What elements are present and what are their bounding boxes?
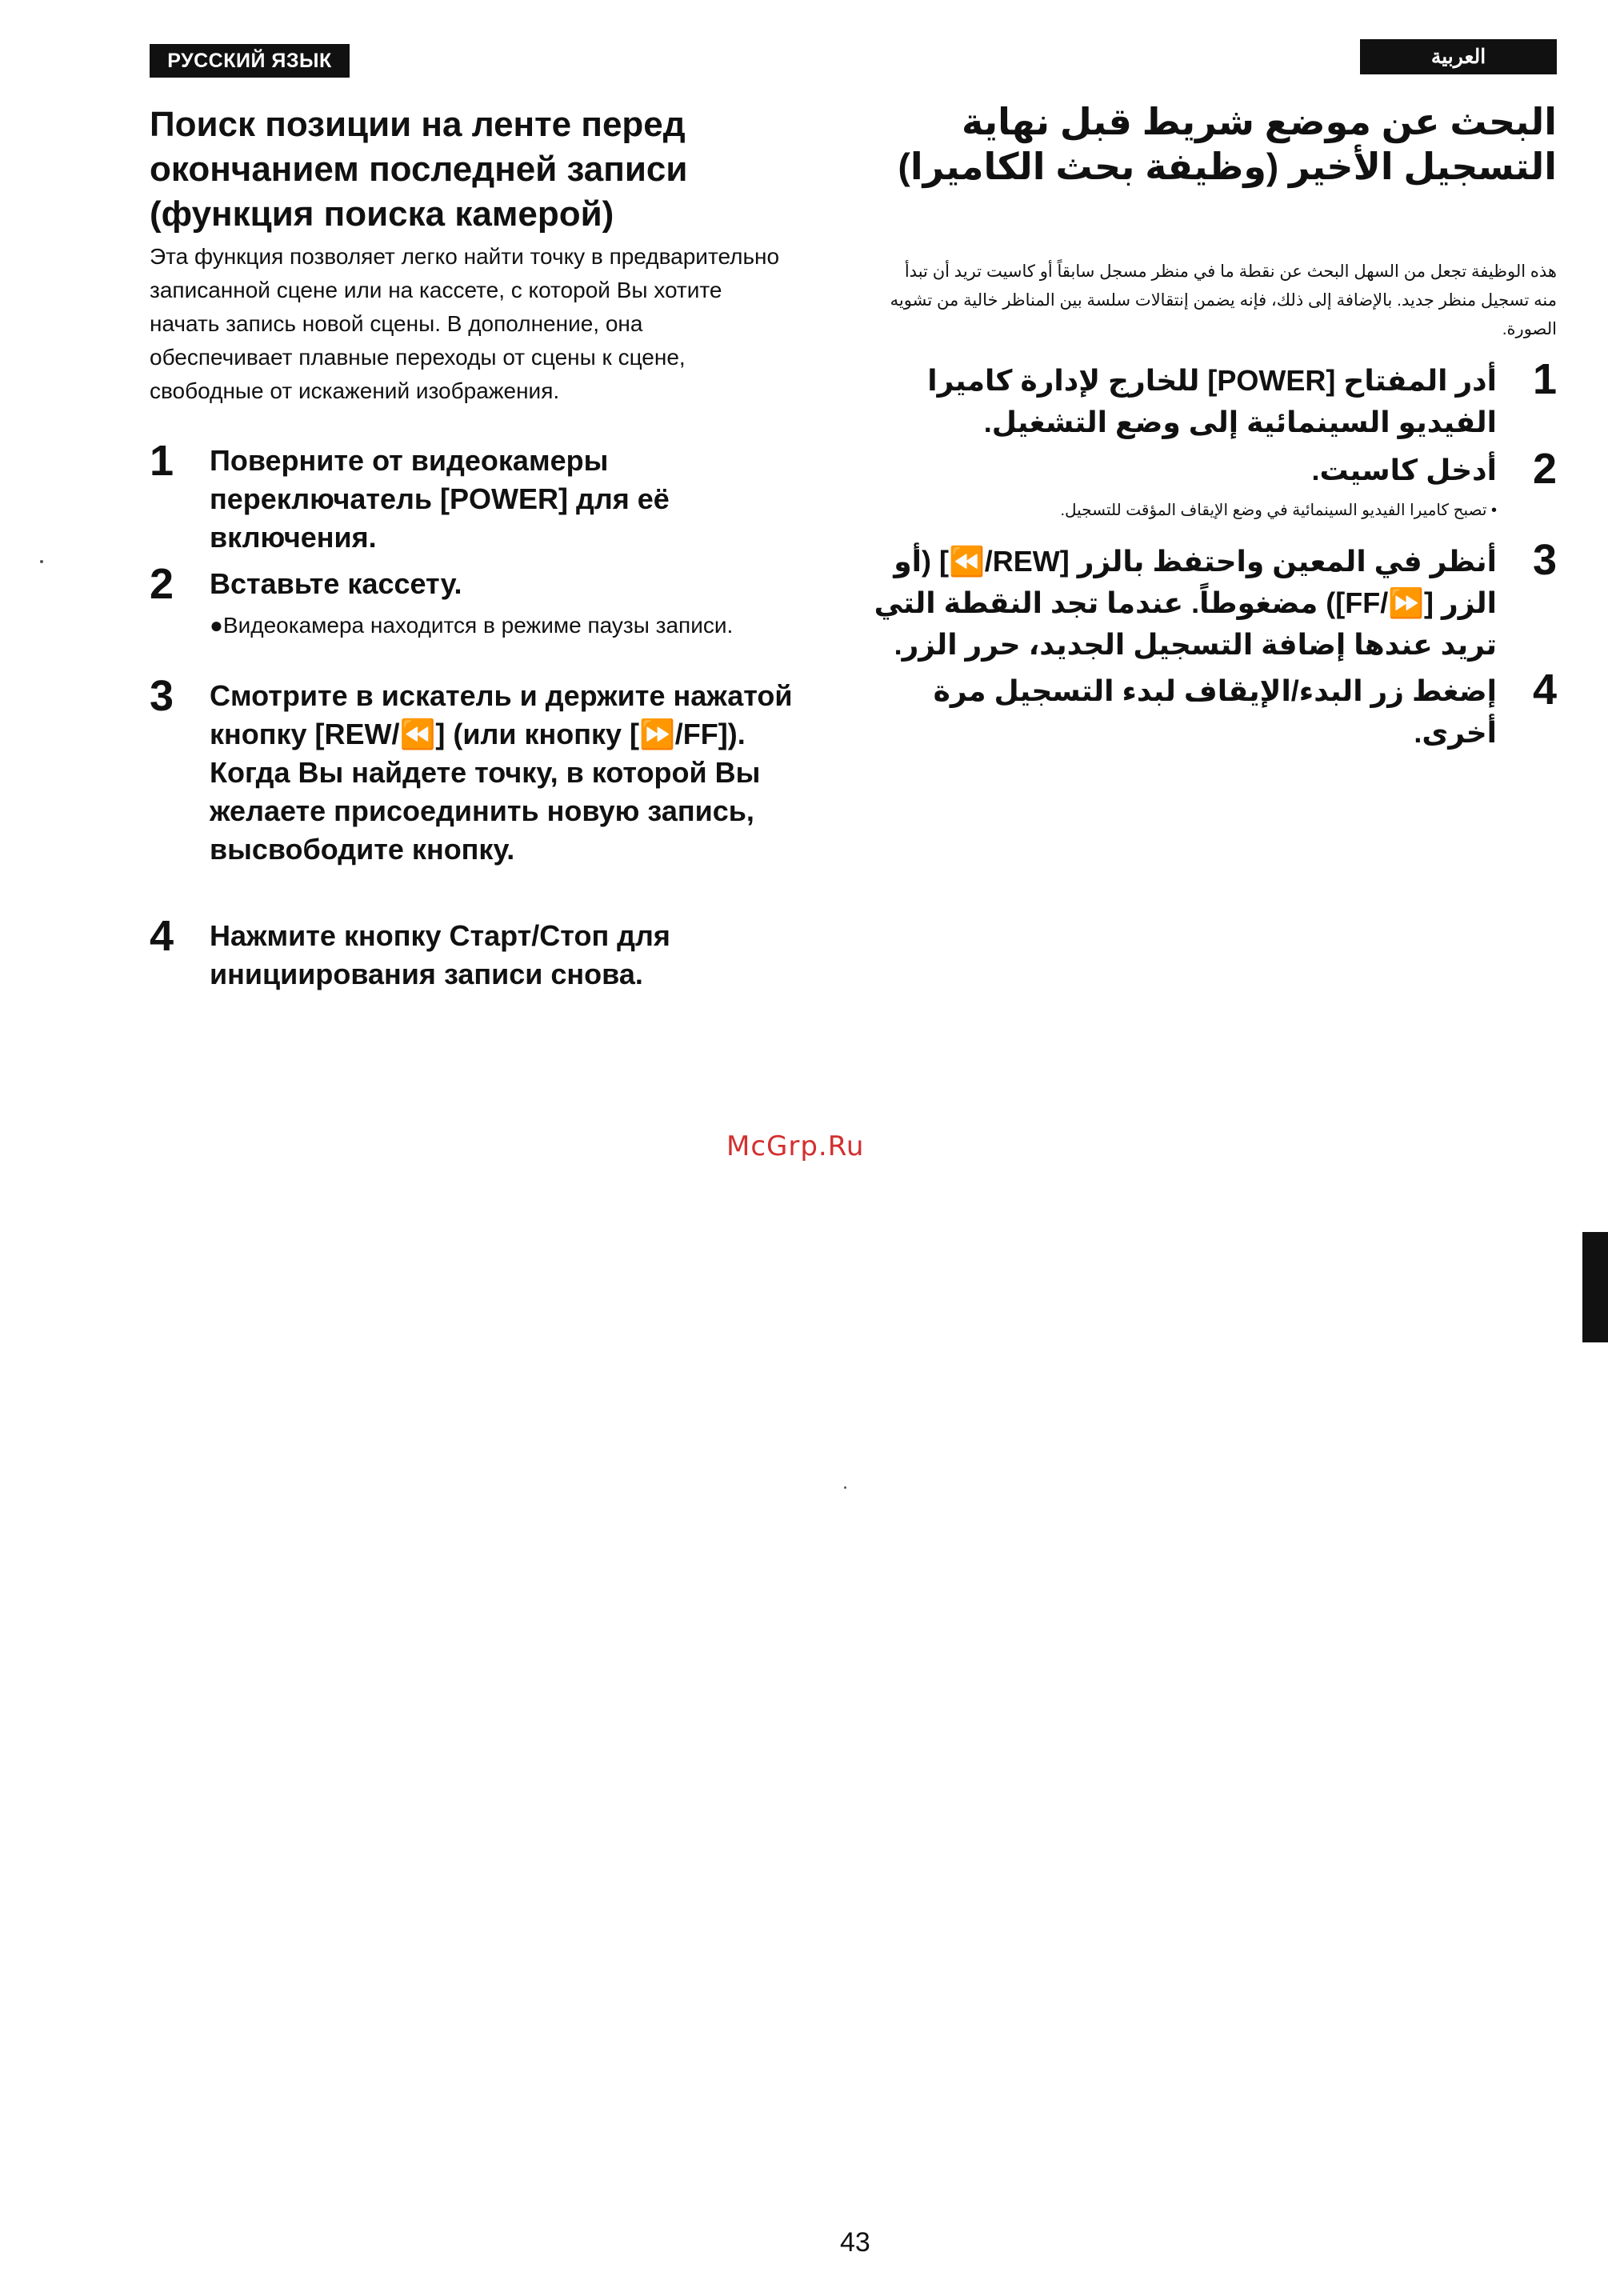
scan-speck: [40, 560, 43, 563]
arabic-step-4: [872, 666, 1557, 766]
step-text: أدر المفتاح [POWER] للخارج لإدارة كاميرا الفيديو السينمائية إلى وضع التشغيل.: [927, 364, 1497, 438]
step-number: 1: [1532, 355, 1557, 403]
step-number: 3: [150, 672, 174, 720]
step-number: 2: [1532, 445, 1557, 493]
step-text: Вставьте кассету.: [210, 567, 462, 600]
arabic-step-2: [872, 445, 1557, 546]
step-text: إضغط زر البدء/الإيقاف لبدء التسجيل مرة أخرى.: [933, 674, 1497, 749]
russian-intro-paragraph: Эта функция позволяет легко найти точку в предварительно записанной сцене или на кассете, с которой Вы хотите начать запись новой сцены. В дополнение, она обеспечивает плавные переходы от сцены к сцене, свободные от искажений изображения.: [150, 244, 780, 403]
side-index-tab: [1582, 1232, 1608, 1342]
step-number: 4: [1532, 666, 1557, 714]
page-number: 43: [840, 2227, 870, 2258]
arabic-section-title: البحث عن موضع شريط قبل نهاية التسجيل الأخير (وظيفة بحث الكاميرا): [898, 101, 1557, 187]
step-number: 3: [1532, 536, 1557, 584]
russian-language-tag: РУССКИЙ ЯЗЫК: [150, 44, 350, 78]
scan-speck: [844, 1486, 846, 1489]
arabic-step-1: [872, 355, 1557, 456]
step-text: Поверните от видеокамеры переключатель [POWER] для её включения.: [210, 444, 670, 554]
step-text: Нажмите кнопку Старт/Стоп для инициирования записи снова.: [210, 919, 670, 990]
step-number: 2: [150, 560, 174, 608]
step-text: أنظر في المعين واحتفظ بالزر [REW/⏪] (أو الزر [⏩/FF]) مضغوطاً. عندما تجد النقطة التي تريد عندها إضافة التسجيل الجديد، حرر الزر.: [874, 545, 1497, 661]
watermark: McGrp.Ru: [726, 1130, 865, 1162]
arabic-step-3: [872, 536, 1557, 661]
step-text: أدخل كاسيت.: [1311, 454, 1497, 486]
step-note: • تصبح كاميرا الفيديو السينمائية في وضع الإيقاف المؤقت للتسجيل.: [1060, 502, 1497, 519]
step-number: 1: [150, 437, 174, 485]
arabic-intro-paragraph: هذه الوظيفة تجعل من السهل البحث عن نقطة ما في منظر مسجل سابقاً أو كاسيت تريد أن تبدأ منه تسجيل منظر جديد. بالإضافة إلى ذلك، فإنه يضمن إنتقالات سلسة بين المناظر خالية من تشويه الصورة.: [890, 262, 1557, 338]
step-note: ●Видеокамера находится в режиме паузы записи.: [210, 613, 734, 638]
arabic-language-tag: العربية: [1360, 39, 1557, 74]
step-number: 4: [150, 912, 174, 960]
russian-section-title: Поиск позиции на ленте перед окончанием последней записи (функция поиска камерой): [150, 105, 688, 234]
step-text: Смотрите в искатель и держите нажатой кнопку [REW/⏪] (или кнопку [⏩/FF]). Когда Вы найдете точку, в которой Вы желаете присоединить новую запись, высвободите кнопку.: [210, 679, 793, 866]
